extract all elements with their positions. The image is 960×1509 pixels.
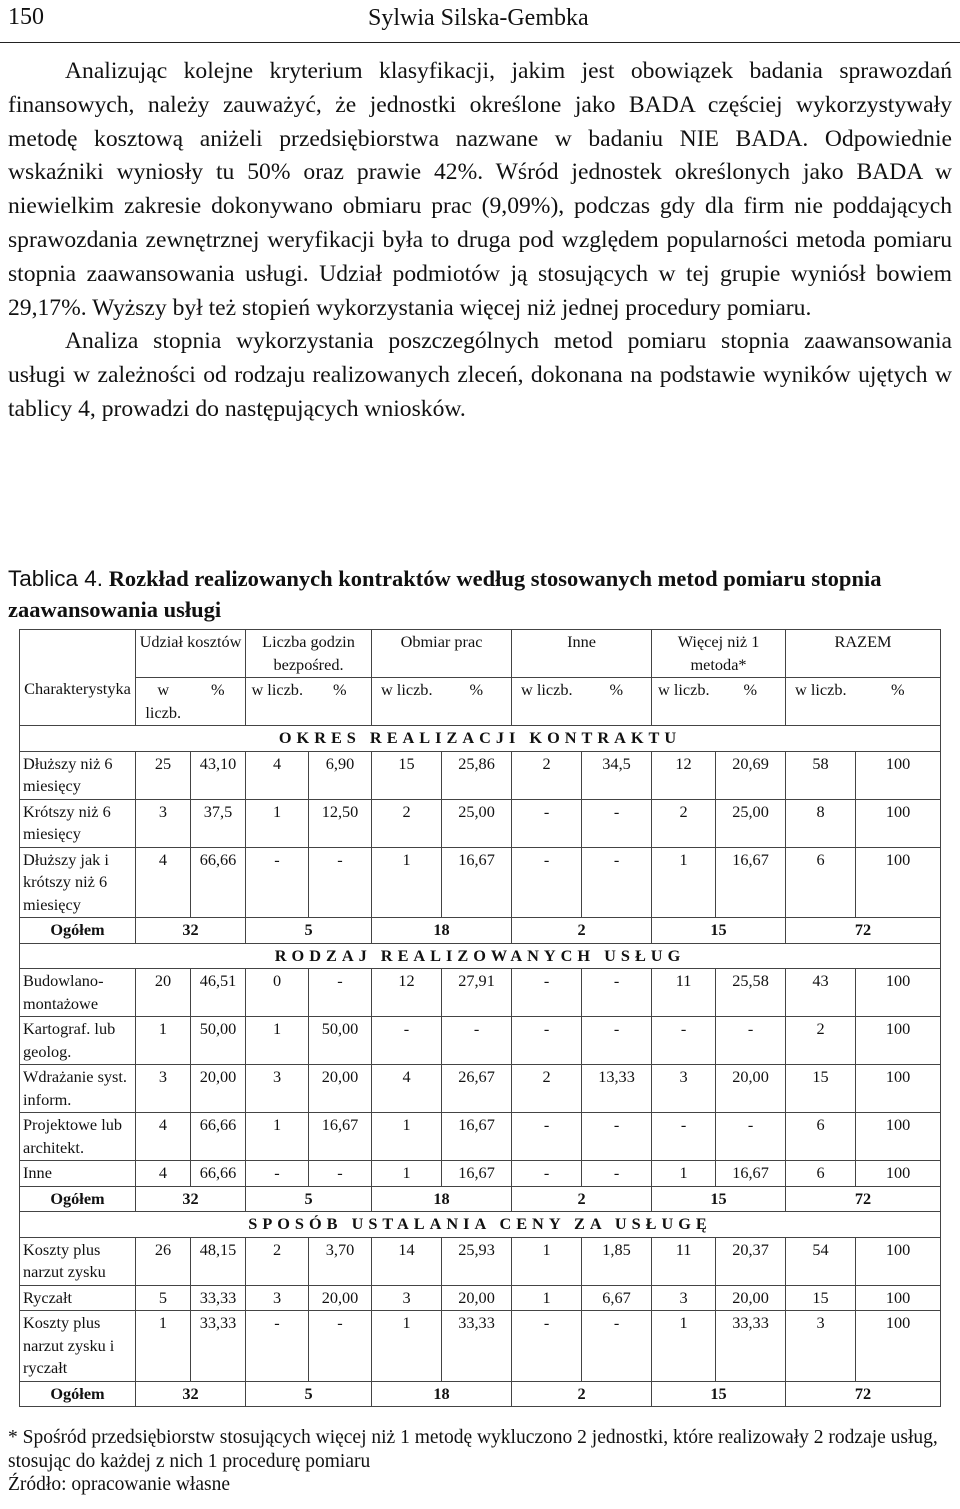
table-row xyxy=(20,847,941,918)
total-label: Ogółem xyxy=(20,1186,136,1212)
table-cell: - xyxy=(512,1113,582,1161)
subheader-count: w liczb. xyxy=(246,678,309,726)
table-cell: 6,90 xyxy=(309,751,372,799)
subheader-percent: % xyxy=(582,678,652,726)
table-cell: 11 xyxy=(652,1237,716,1285)
table-cell: - xyxy=(512,1161,582,1187)
table-row xyxy=(20,1017,941,1065)
group-header: Więcej niż 1 metoda* xyxy=(652,630,786,678)
table-cell: - xyxy=(309,847,372,918)
subheader-percent: % xyxy=(442,678,512,726)
table-cell: 20,00 xyxy=(442,1285,512,1311)
group-header: Inne xyxy=(512,630,652,678)
subheader-count: w liczb. xyxy=(652,678,716,726)
total-cell: 18 xyxy=(372,1186,512,1212)
notes xyxy=(8,1426,952,1497)
total-row xyxy=(20,918,941,944)
table-cell: - xyxy=(716,1113,786,1161)
group-header: RAZEM xyxy=(786,630,941,678)
table-header-row xyxy=(20,630,941,678)
table-cell: 20,37 xyxy=(716,1237,786,1285)
table-cell: 16,67 xyxy=(442,1161,512,1187)
table-cell: - xyxy=(512,799,582,847)
table-cell: 0 xyxy=(246,969,309,1017)
table-row xyxy=(20,1237,941,1285)
table-cell: 50,00 xyxy=(191,1017,246,1065)
table-cell: - xyxy=(246,1311,309,1382)
table-caption-title: Rozkład realizowanych kontraktów według stosowanych metod pomiaru stopnia zaawansowania usługi xyxy=(8,566,882,622)
table-row xyxy=(20,969,941,1017)
table-cell: 1 xyxy=(246,1113,309,1161)
table-row xyxy=(20,1161,941,1187)
table-cell: 12,50 xyxy=(309,799,372,847)
total-cell: 72 xyxy=(786,1381,941,1407)
table-cell: 4 xyxy=(136,847,191,918)
table-caption xyxy=(8,563,952,625)
table-cell: 100 xyxy=(856,969,941,1017)
table-cell: 6 xyxy=(786,1161,856,1187)
table-cell: 12 xyxy=(372,969,442,1017)
column-header-charakterystyka: Charakterystyka xyxy=(20,630,136,726)
section-title-row xyxy=(20,1212,941,1238)
table-cell: 100 xyxy=(856,1113,941,1161)
table-cell: 48,15 xyxy=(191,1237,246,1285)
row-label: Krótszy niż 6 miesięcy xyxy=(20,799,136,847)
table-cell: 66,66 xyxy=(191,1113,246,1161)
table-cell: - xyxy=(442,1017,512,1065)
footnote: * Spośród przedsiębiorstw stosujących więcej niż 1 metodę wykluczono 2 jednostki, które realizowały 2 rodzaje usług, stosując do każdej z nich 1 procedurę pomiaru xyxy=(8,1427,938,1472)
total-cell: 32 xyxy=(136,1186,246,1212)
row-label: Wdrażanie syst. inform. xyxy=(20,1065,136,1113)
total-cell: 2 xyxy=(512,1381,652,1407)
table-cell: 3,70 xyxy=(309,1237,372,1285)
table-cell: 1 xyxy=(136,1017,191,1065)
table-cell: 1 xyxy=(652,1311,716,1382)
table-cell: 100 xyxy=(856,799,941,847)
table-cell: 12 xyxy=(652,751,716,799)
table-cell: 11 xyxy=(652,969,716,1017)
group-header: Liczba godzin bezpośred. xyxy=(246,630,372,678)
subheader-percent: % xyxy=(716,678,786,726)
table-cell: 3 xyxy=(786,1311,856,1382)
table-cell: 3 xyxy=(246,1065,309,1113)
table-cell: 20,00 xyxy=(309,1065,372,1113)
table-cell: - xyxy=(309,969,372,1017)
total-cell: 2 xyxy=(512,1186,652,1212)
table-cell: 33,33 xyxy=(191,1285,246,1311)
total-cell: 15 xyxy=(652,918,786,944)
table-cell: 2 xyxy=(512,1065,582,1113)
row-label: Kartograf. lub geolog. xyxy=(20,1017,136,1065)
table-cell: 4 xyxy=(246,751,309,799)
total-cell: 72 xyxy=(786,1186,941,1212)
source-note: Źródło: opracowanie własne xyxy=(8,1474,231,1495)
table-cell: 2 xyxy=(786,1017,856,1065)
subheader-percent: % xyxy=(309,678,372,726)
table-cell: 1 xyxy=(246,799,309,847)
section-title: OKRES REALIZACJI KONTRAKTU xyxy=(20,726,941,752)
table-cell: 1 xyxy=(652,1161,716,1187)
total-cell: 32 xyxy=(136,1381,246,1407)
table-cell: 20,00 xyxy=(191,1065,246,1113)
row-label: Budowlano-montażowe xyxy=(20,969,136,1017)
row-label: Inne xyxy=(20,1161,136,1187)
table-cell: 8 xyxy=(786,799,856,847)
table-cell: - xyxy=(716,1017,786,1065)
table-cell: 16,67 xyxy=(716,1161,786,1187)
total-label: Ogółem xyxy=(20,918,136,944)
table-cell: - xyxy=(582,969,652,1017)
table-cell: 3 xyxy=(652,1285,716,1311)
table-cell: - xyxy=(246,847,309,918)
table-cell: - xyxy=(652,1113,716,1161)
table-cell: 1 xyxy=(652,847,716,918)
row-label: Dłuższy jak i krótszy niż 6 miesięcy xyxy=(20,847,136,918)
table-cell: 43,10 xyxy=(191,751,246,799)
total-cell: 5 xyxy=(246,918,372,944)
table-cell: 25,93 xyxy=(442,1237,512,1285)
table-cell: - xyxy=(582,1113,652,1161)
table-cell: 15 xyxy=(786,1065,856,1113)
table-row xyxy=(20,751,941,799)
table-cell: 1,85 xyxy=(582,1237,652,1285)
table-cell: 27,91 xyxy=(442,969,512,1017)
table-cell: - xyxy=(652,1017,716,1065)
table-cell: 1 xyxy=(246,1017,309,1065)
table-cell: - xyxy=(372,1017,442,1065)
row-label: Ryczałt xyxy=(20,1285,136,1311)
total-cell: 15 xyxy=(652,1186,786,1212)
total-cell: 5 xyxy=(246,1381,372,1407)
table-cell: 33,33 xyxy=(191,1311,246,1382)
table-cell: 25 xyxy=(136,751,191,799)
table-cell: 100 xyxy=(856,847,941,918)
table-cell: 16,67 xyxy=(442,847,512,918)
row-label: Projektowe lub architekt. xyxy=(20,1113,136,1161)
total-cell: 72 xyxy=(786,918,941,944)
table-cell: 2 xyxy=(246,1237,309,1285)
table-cell: 20,00 xyxy=(716,1065,786,1113)
table-row xyxy=(20,1113,941,1161)
table-cell: 1 xyxy=(372,1161,442,1187)
table-row xyxy=(20,1065,941,1113)
table-cell: 5 xyxy=(136,1285,191,1311)
table-cell: - xyxy=(512,847,582,918)
table-cell: 25,00 xyxy=(716,799,786,847)
table-cell: - xyxy=(246,1161,309,1187)
table-cell: - xyxy=(512,1311,582,1382)
table-cell: 1 xyxy=(512,1285,582,1311)
table-cell: 16,67 xyxy=(716,847,786,918)
table-cell: 100 xyxy=(856,1161,941,1187)
table-cell: 16,67 xyxy=(442,1113,512,1161)
subheader-percent: % xyxy=(191,678,246,726)
row-label: Dłuższy niż 6 miesięcy xyxy=(20,751,136,799)
table-cell: 20,00 xyxy=(716,1285,786,1311)
table-cell: 3 xyxy=(136,799,191,847)
group-header: Udział kosztów xyxy=(136,630,246,678)
table-cell: 4 xyxy=(372,1065,442,1113)
table-cell: 3 xyxy=(372,1285,442,1311)
table-cell: 1 xyxy=(136,1311,191,1382)
table-cell: 54 xyxy=(786,1237,856,1285)
table-subheader-row xyxy=(20,678,941,726)
table-cell: - xyxy=(512,1017,582,1065)
table-cell: 2 xyxy=(512,751,582,799)
section-title: RODZAJ REALIZOWANYCH USŁUG xyxy=(20,943,941,969)
table-cell: 37,5 xyxy=(191,799,246,847)
subheader-count: w liczb. xyxy=(136,678,191,726)
table-cell: - xyxy=(309,1161,372,1187)
table-cell: - xyxy=(582,847,652,918)
total-cell: 32 xyxy=(136,918,246,944)
page-header xyxy=(0,0,960,43)
table-cell: 1 xyxy=(372,1113,442,1161)
total-cell: 18 xyxy=(372,918,512,944)
table-cell: 3 xyxy=(136,1065,191,1113)
table-cell: 3 xyxy=(246,1285,309,1311)
table-cell: 100 xyxy=(856,1017,941,1065)
data-table xyxy=(19,629,941,1407)
section-title: SPOSÓB USTALANIA CENY ZA USŁUGĘ xyxy=(20,1212,941,1238)
body-text xyxy=(8,55,952,427)
table-cell: 16,67 xyxy=(309,1113,372,1161)
table-cell: 20 xyxy=(136,969,191,1017)
table-cell: - xyxy=(582,1017,652,1065)
table-cell: 50,00 xyxy=(309,1017,372,1065)
table-cell: 6 xyxy=(786,1113,856,1161)
table-cell: 34,5 xyxy=(582,751,652,799)
section-title-row xyxy=(20,943,941,969)
total-cell: 18 xyxy=(372,1381,512,1407)
paragraph: Analizując kolejne kryterium klasyfikacji, jakim jest obowiązek badania sprawozdań finansowych, należy zauważyć, że jednostki określone jako BADA częściej wykorzystywały metodę kosztową aniżeli przedsiębiorstwa nazwane w badaniu NIE BADA. Odpowiednie wskaźniki wyniosły tu 50% oraz prawie 42%. Wśród jednostek określonych jako BADA w niewielkim zakresie dokonywano obmiaru prac (9,09%), podczas gdy dla firm nie poddających sprawozdania zewnętrznej weryfikacji była to druga pod względem popularności metoda pomiaru stopnia zaawansowania usługi. Udział podmiotów ją stosujących w tej grupie wyniósł bowiem 29,17%. Wyższy był też stopień wykorzystania więcej niż jednej procedury pomiaru. xyxy=(8,58,952,321)
page-number: 150 xyxy=(8,4,44,30)
table-cell: 20,69 xyxy=(716,751,786,799)
table-cell: 4 xyxy=(136,1161,191,1187)
table-cell: 4 xyxy=(136,1113,191,1161)
table-cell: 1 xyxy=(372,847,442,918)
subheader-percent: % xyxy=(856,678,941,726)
table-row xyxy=(20,1311,941,1382)
row-label: Koszty plus narzut zysku i ryczałt xyxy=(20,1311,136,1382)
table-row xyxy=(20,1285,941,1311)
table-cell: 3 xyxy=(652,1065,716,1113)
table-cell: 33,33 xyxy=(442,1311,512,1382)
table-cell: 2 xyxy=(652,799,716,847)
table-cell: 6,67 xyxy=(582,1285,652,1311)
total-row xyxy=(20,1381,941,1407)
table-cell: 13,33 xyxy=(582,1065,652,1113)
section-title-row xyxy=(20,726,941,752)
table-cell: 1 xyxy=(372,1311,442,1382)
table-cell: - xyxy=(582,1161,652,1187)
subheader-count: w liczb. xyxy=(786,678,856,726)
total-cell: 2 xyxy=(512,918,652,944)
table-cell: 58 xyxy=(786,751,856,799)
table-cell: 14 xyxy=(372,1237,442,1285)
table-cell: 25,00 xyxy=(442,799,512,847)
table-row xyxy=(20,799,941,847)
table-cell: - xyxy=(512,969,582,1017)
table-cell: 100 xyxy=(856,1285,941,1311)
table-cell: - xyxy=(582,1311,652,1382)
table-cell: 33,33 xyxy=(716,1311,786,1382)
running-head-author: Sylwia Silska-Gembka xyxy=(368,5,589,31)
table-cell: 46,51 xyxy=(191,969,246,1017)
table-cell: 26 xyxy=(136,1237,191,1285)
table-cell: 100 xyxy=(856,1237,941,1285)
table-cell: 2 xyxy=(372,799,442,847)
table-cell: 43 xyxy=(786,969,856,1017)
table-cell: 15 xyxy=(786,1285,856,1311)
table-cell: 15 xyxy=(372,751,442,799)
total-label: Ogółem xyxy=(20,1381,136,1407)
table-cell: 6 xyxy=(786,847,856,918)
group-header: Obmiar prac xyxy=(372,630,512,678)
total-cell: 15 xyxy=(652,1381,786,1407)
total-row xyxy=(20,1186,941,1212)
total-cell: 5 xyxy=(246,1186,372,1212)
table-cell: 25,58 xyxy=(716,969,786,1017)
table-cell: 66,66 xyxy=(191,1161,246,1187)
table-caption-label: Tablica 4. xyxy=(8,566,104,591)
subheader-count: w liczb. xyxy=(512,678,582,726)
table-cell: 100 xyxy=(856,1311,941,1382)
table-cell: 100 xyxy=(856,1065,941,1113)
table-cell: 26,67 xyxy=(442,1065,512,1113)
table-cell: - xyxy=(582,799,652,847)
table-cell: 100 xyxy=(856,751,941,799)
table-cell: 25,86 xyxy=(442,751,512,799)
paragraph: Analiza stopnia wykorzystania poszczególnych metod pomiaru stopnia zaawansowania usługi w zależności od rodzaju realizowanych zleceń, dokonana na podstawie wyników ujętych w tablicy 4, prowadzi do następujących wniosków. xyxy=(8,328,952,422)
row-label: Koszty plus narzut zysku xyxy=(20,1237,136,1285)
subheader-count: w liczb. xyxy=(372,678,442,726)
table-cell: - xyxy=(309,1311,372,1382)
table-cell: 66,66 xyxy=(191,847,246,918)
table-cell: 1 xyxy=(512,1237,582,1285)
table-cell: 20,00 xyxy=(309,1285,372,1311)
